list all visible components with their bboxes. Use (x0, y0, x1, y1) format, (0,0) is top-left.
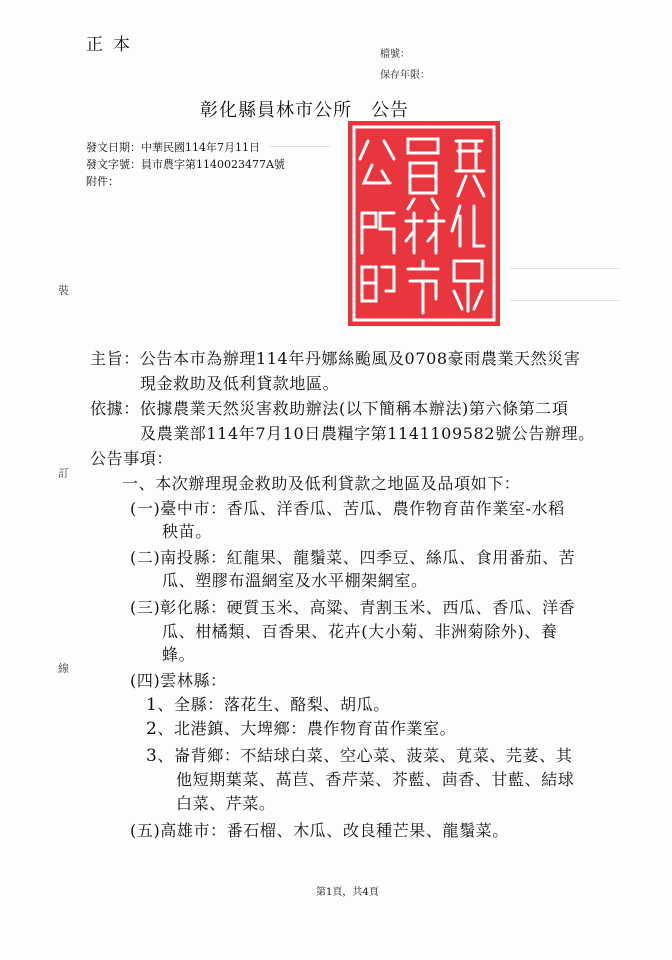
yunlin-item-2 (146, 716, 456, 739)
region-changhua-line-2: 瓜、柑橘類、百香果、花卉(大小菊、非洲菊除外)、養 (162, 622, 558, 641)
yunlin-item-2-number: 2 (146, 719, 158, 739)
region-kaohsiung: (五)高雄市：番石榴、木瓜、改良種芒果、龍鬚菜。 (130, 821, 509, 840)
region-nantou-line-2: 瓜、塑膠布溫網室及水平棚架網室。 (162, 571, 428, 590)
subject-line-1: 主旨：公告本市為辦理114年丹娜絲颱風及0708豪雨農業天然災害 (90, 349, 581, 368)
yunlin-item-1 (146, 692, 390, 715)
document-title: 彰化縣員林市公所 公告 (200, 100, 409, 121)
region-yunlin-heading: (四)雲林縣： (130, 671, 227, 690)
basis-line-1: 依據：依據農業天然災害救助辦法(以下簡稱本辦法)第六條第二項 (90, 399, 569, 418)
official-seal (348, 121, 500, 326)
copy-mark: 正本 (86, 35, 140, 55)
yunlin-item-1-number: 1 (146, 695, 158, 715)
notice-heading: 公告事項： (90, 449, 174, 468)
binding-mark-ding: 訂 (58, 467, 69, 480)
region-nantou-line-1: (二)南投縣：紅龍果、龍鬚菜、四季豆、絲瓜、食用番茄、苦 (130, 548, 576, 567)
subject-line-2: 現金救助及低利貸款地區。 (140, 374, 340, 393)
yunlin-item-3-line-1 (146, 743, 572, 766)
attachment-label: 附件： (86, 175, 119, 188)
basis-line-2: 及農業部114年7月10日農糧字第1141109582號公告辦理。 (140, 424, 595, 443)
yunlin-item-1-text: 、全縣：落花生、酪梨、胡瓜。 (157, 695, 390, 714)
issue-date: 發文日期：中華民國114年7月11日 (86, 141, 260, 154)
binding-mark-zhuang: 裝 (58, 284, 69, 297)
archive-number-label: 檔號： (380, 49, 410, 60)
yunlin-item-2-text: 、北港鎮、大埤鄉：農作物育苗作業室。 (157, 719, 457, 738)
yunlin-item-3-text: 、崙背鄉：不結球白菜、空心菜、菠菜、莧菜、芫荽、其 (157, 746, 573, 765)
region-changhua-line-1: (三)彰化縣：硬質玉米、高粱、青割玉米、西瓜、香瓜、洋香 (130, 598, 576, 617)
page-number: 第1頁，共4頁 (316, 887, 379, 898)
document-number: 發文字號：員市農字第1140023477A號 (86, 158, 285, 171)
yunlin-item-3-line-2: 他短期葉菜、萵苣、香芹菜、芥藍、茴香、甘藍、結球 (176, 770, 575, 789)
region-taichung-line-1: (一)臺中市：香瓜、洋香瓜、苦瓜、農作物育苗作業室-水稻 (130, 499, 565, 518)
yunlin-item-3-number: 3 (146, 746, 158, 766)
retention-period-label: 保存年限： (380, 70, 430, 81)
notice-item-1: 一、本次辦理現金救助及低利貸款之地區及品項如下： (122, 474, 521, 493)
region-taichung-line-2: 秧苗。 (162, 522, 212, 541)
yunlin-item-3-line-3: 白菜、芹菜。 (176, 794, 276, 813)
binding-mark-xian: 線 (58, 662, 69, 675)
region-changhua-line-3: 蜂。 (162, 645, 196, 664)
